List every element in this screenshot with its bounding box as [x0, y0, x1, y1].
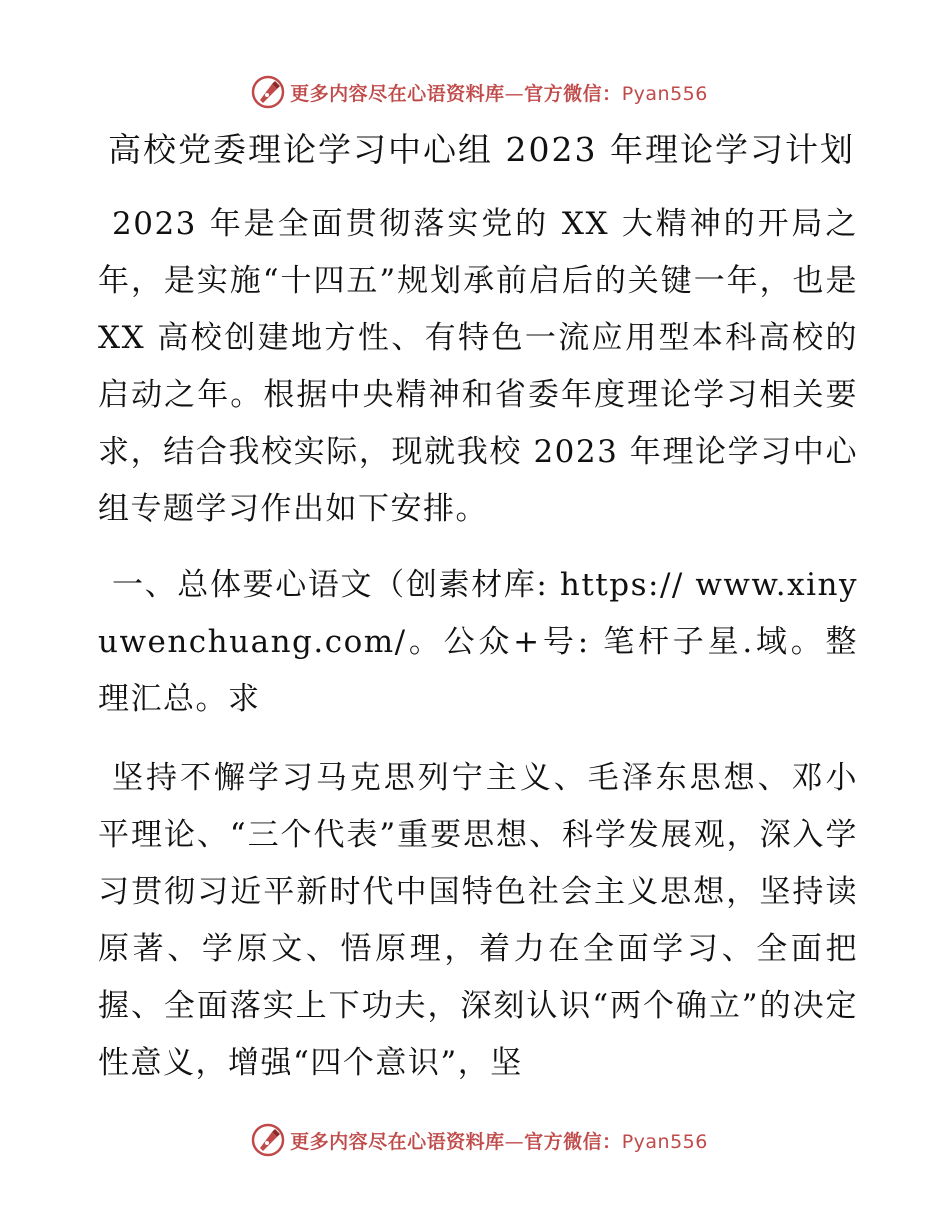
watermark-group — [250, 1122, 708, 1158]
watermark-group — [250, 74, 708, 110]
paragraph-body: 坚持不懈学习马克思列宁主义、毛泽东思想、邓小平理论、“三个代表”重要思想、科学发展观，深入学习贯彻习近平新时代中国特色社会主义思想，坚持读原著、学原文、悟原理，着力在全面学习、全面把握、全面落实上下功夫，深刻认识“两个确立”的决定性意义，增强“四个意识”，坚 — [98, 760, 858, 1081]
pen-nib-logo-icon — [250, 1122, 286, 1158]
header-watermark — [0, 70, 950, 114]
paragraph-section-heading: 一、总体要心语文（创素材库: https:// www.xinyuwenchuang.com/。公众+号: 笔杆子星.域。整理汇总。求 — [98, 567, 858, 717]
document-title: 高校党委理论学习中心组 2023 年理论学习计划 — [108, 130, 855, 169]
footer-watermark — [0, 1118, 950, 1162]
paragraph-intro: 2023 年是全面贯彻落实党的 XX 大精神的开局之年，是实施“十四五”规划承前启后的关键一年，也是 XX 高校创建地方性、有特色一流应用型本科高校的启动之年。根据中央精神和省委年度理论学习相关要求，结合我校实际，现就我校 2023 年理论学习中心组专题学习作出如下安排。 — [98, 206, 858, 527]
watermark-text: 更多内容尽在心语资料库—官方微信：Pyan556 — [290, 82, 708, 105]
pen-nib-logo-icon — [250, 74, 286, 110]
watermark-text: 更多内容尽在心语资料库—官方微信：Pyan556 — [290, 1130, 708, 1153]
